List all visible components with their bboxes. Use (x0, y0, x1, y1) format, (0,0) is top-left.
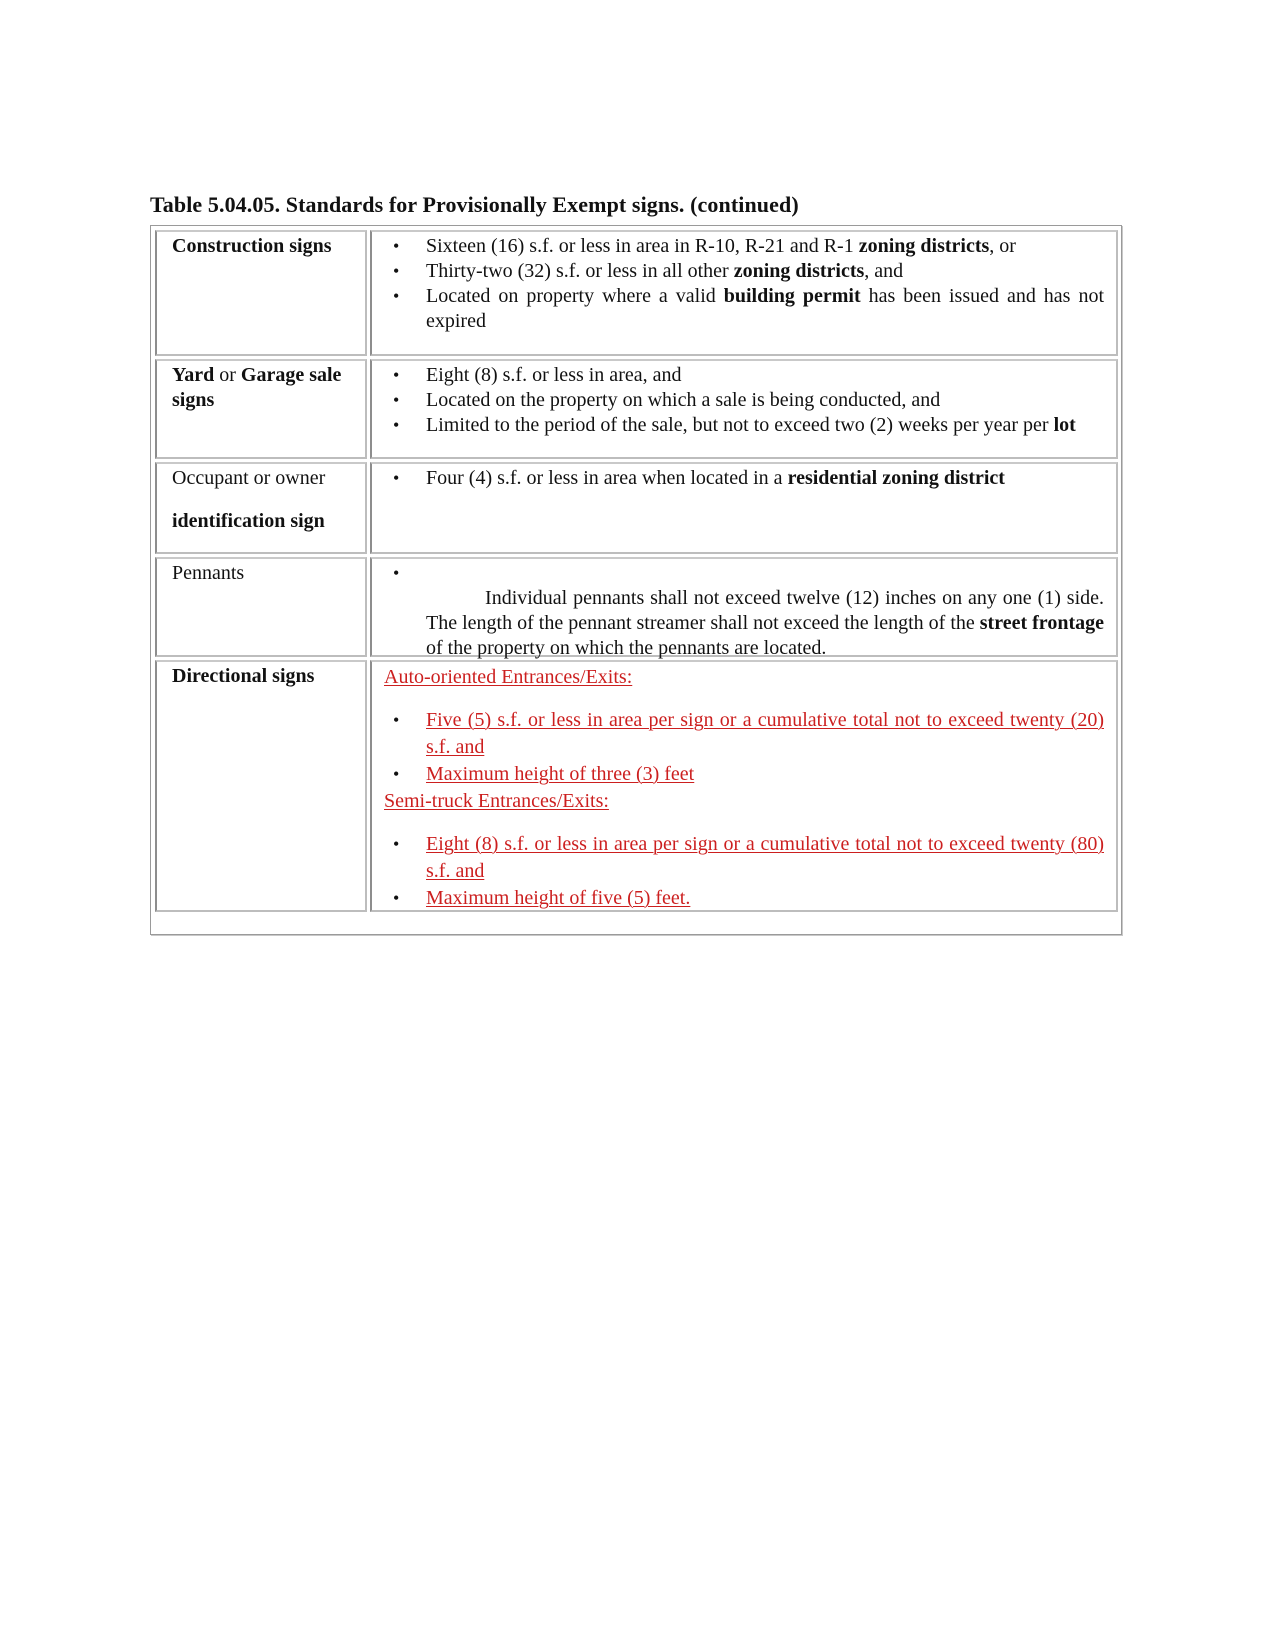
label-text: Pennants (172, 562, 245, 584)
row-construction-label (155, 230, 367, 356)
list-item: • Four (4) s.f. or less in area when located in a residential zoning district (393, 467, 1005, 489)
list-item: • Maximum height of three (3) feet (384, 761, 1104, 788)
label-line: Occupant or owner (172, 467, 326, 489)
bullet-icon: • (393, 563, 400, 583)
row-directional-content (370, 660, 1118, 912)
bullet-icon: • (393, 261, 400, 281)
bullet-icon: • (393, 236, 400, 256)
standards-table (150, 225, 1122, 935)
row-yard-sale-content (370, 359, 1118, 459)
list-item: • Five (5) s.f. or less in area per sign or a cumulative total not to exceed twenty (20) s.f. and (393, 709, 1104, 758)
list-item: • Sixteen (16) s.f. or less in area in R-10, R-21 and R-1 zoning districts, or (393, 235, 1016, 257)
bullet-icon: • (393, 468, 400, 488)
list-item: • Maximum height of five (5) feet. (384, 885, 1104, 912)
semi-truck-entrances-heading: Semi-truck Entrances/Exits: (384, 790, 609, 812)
row-directional-label (155, 660, 367, 912)
bullet-icon: • (393, 834, 400, 854)
row-occupant-label (155, 462, 367, 554)
list-item: • Located on property where a valid building permit has been issued and has not expired (393, 285, 1104, 332)
list-item: • Eight (8) s.f. or less in area, and (393, 364, 682, 386)
auto-entrances-heading: Auto-oriented Entrances/Exits: (384, 666, 633, 688)
bullet-list (384, 707, 1104, 788)
row-occupant-content (370, 462, 1118, 554)
list-item: • Limited to the period of the sale, but not to exceed two (2) weeks per year per lot (393, 414, 1076, 436)
list-item: • Located on the property on which a sale is being conducted, and (393, 389, 941, 411)
bullet-list (384, 234, 1104, 334)
row-pennants-label (155, 557, 367, 657)
table-caption: Table 5.04.05. Standards for Provisionally Exempt signs. (continued) (150, 192, 799, 217)
label-line: identification sign (172, 510, 325, 532)
bullet-list (384, 831, 1104, 912)
row-construction-content (370, 230, 1118, 356)
bullet-icon: • (393, 390, 400, 410)
bullet-icon: • (393, 888, 400, 908)
label-text: Yard or Garage sale signs (172, 364, 342, 411)
bullet-icon: • (393, 415, 400, 435)
bullet-icon: • (393, 286, 400, 306)
bullet-list (384, 363, 1104, 438)
row-pennants-content (370, 557, 1118, 657)
row-yard-sale-label (155, 359, 367, 459)
list-item: • Eight (8) s.f. or less in area per sign or a cumulative total not to exceed twenty (80) s.f. and (393, 833, 1104, 882)
label-text: Construction signs (172, 235, 332, 257)
bullet-icon: • (393, 710, 400, 730)
bullet-list (384, 466, 1104, 491)
label-text: Directional signs (172, 665, 315, 687)
list-item: • Thirty-two (32) s.f. or less in all other zoning districts, and (393, 260, 904, 282)
list-item: • Individual pennants shall not exceed twelve (12) inches on any one (1) side. The length of the pennant streamer shall not exceed the length of the street frontage of the property on which the pennants are located. (393, 563, 1115, 659)
bullet-icon: • (393, 365, 400, 385)
bullet-icon: • (393, 764, 400, 784)
